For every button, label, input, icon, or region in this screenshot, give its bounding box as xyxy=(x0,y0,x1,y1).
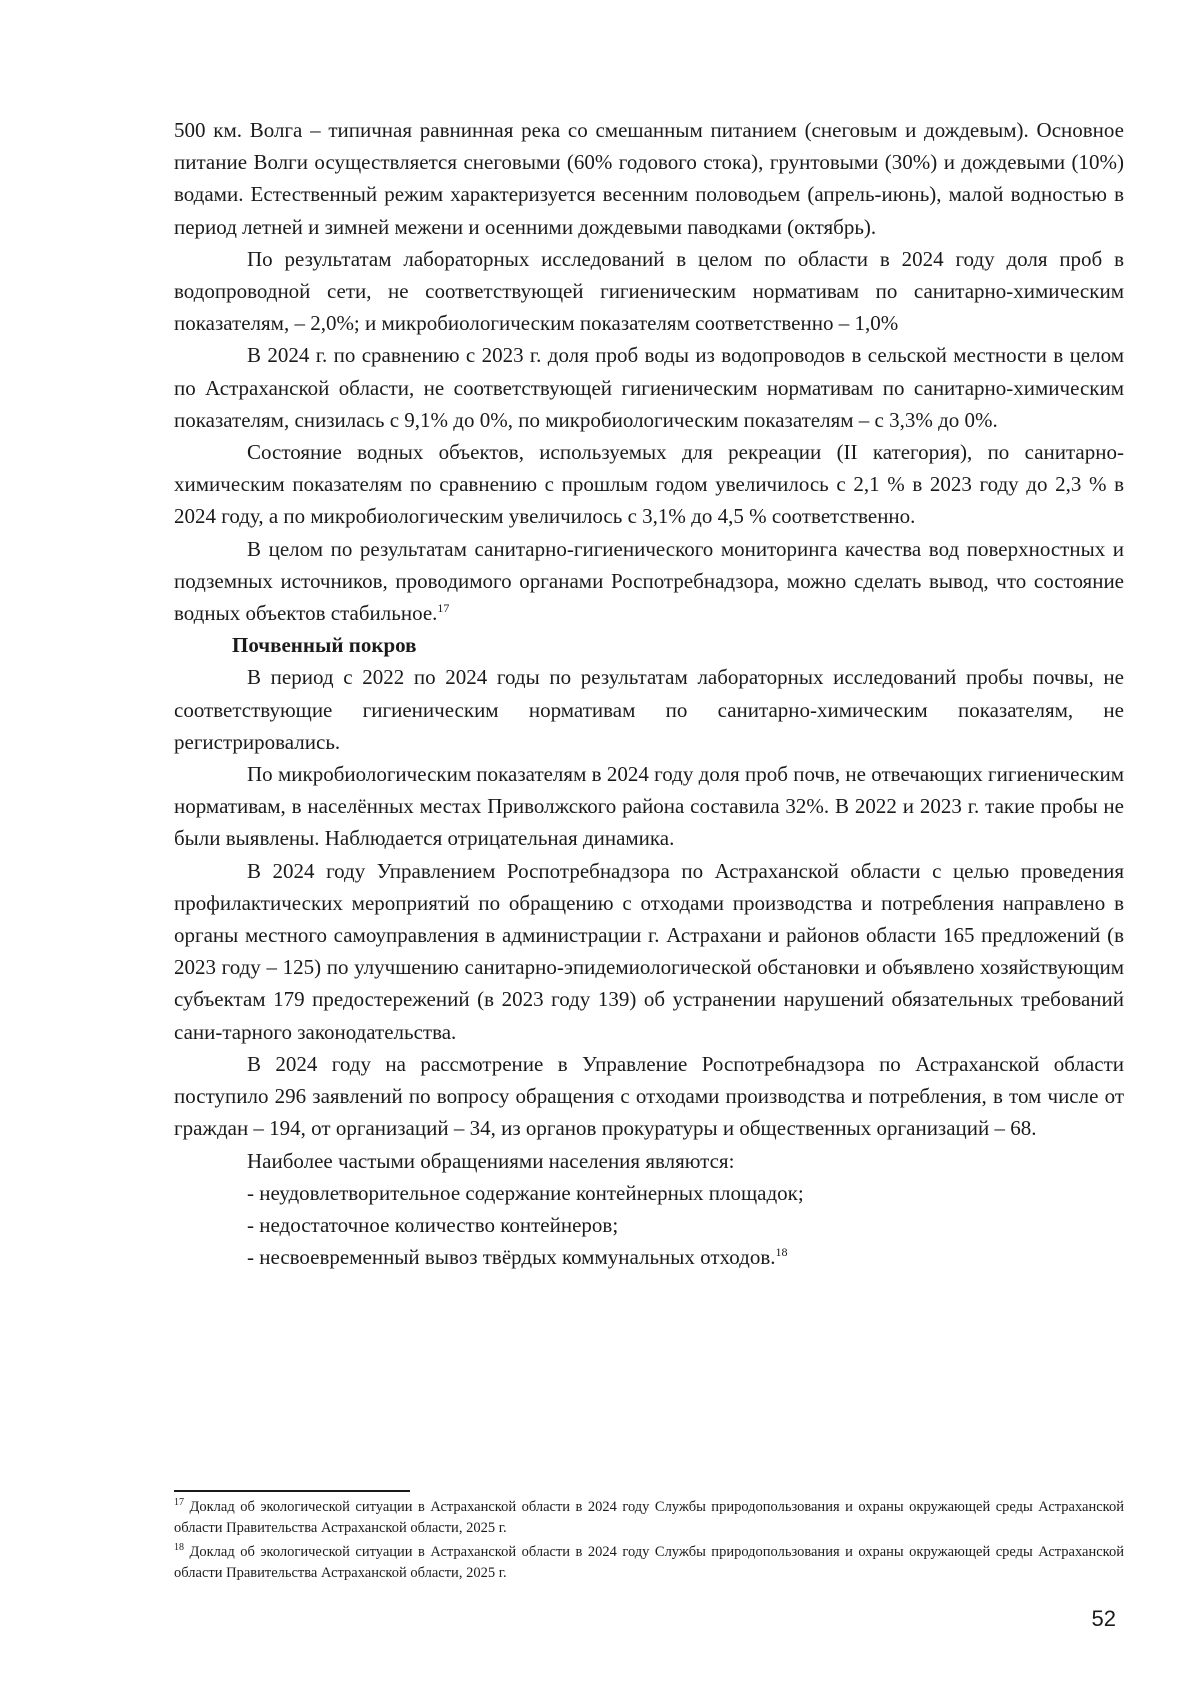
footnote-ref-17[interactable]: 17 xyxy=(437,601,450,616)
footnote-text: Доклад об экологической ситуации в Астраханской области в 2024 году Службы природопользования и охраны окружающей среды Астраханской области Правительства Астраханской области, 2025 г. xyxy=(174,1499,1124,1536)
section-heading-soil: Почвенный покров xyxy=(232,633,417,658)
body-text xyxy=(174,114,1124,1273)
paragraph-waste-prevention: В 2024 году Управлением Роспотребнадзора по Астраханской области с целью проведения профилактических мероприятий по обращению с отходами производства и потребления направлено в органы местного самоуправления в администрации г. Астрахани и районов области 165 предложений (в 2023 году – 125) по улучшению санитарно-эпидемиологической обстановки и объявлено хозяйствующим субъектам 179 предостережений (в 2023 году 139) об устранении нарушений обязательных требований сани-тарного законодательства. xyxy=(174,858,1124,1044)
footnotes xyxy=(174,1497,1124,1587)
footnote-number: 17 xyxy=(174,1497,184,1509)
paragraph-water-network-samples: По результатам лабораторных исследований в целом по области в 2024 году доля проб в водопроводной сети, не соответствующей гигиеническим нормативам по санитарно-химическим показателям, – 2,0%; и микробиологическим показателям соответственно – 1,0% xyxy=(174,246,1124,336)
paragraph-waste-applications: В 2024 году на рассмотрение в Управление Роспотребнадзора по Астраханской области поступило 296 заявлений по вопросу обращения с отходами производства и потребления, в том числе от граждан – 194, от организаций – 34, из органов прокуратуры и общественных организаций – 68. xyxy=(174,1051,1124,1141)
list-item: - недостаточное количество контейнеров; xyxy=(247,1212,619,1237)
footnote-number: 18 xyxy=(174,1542,184,1554)
paragraph-recreation-water-bodies: Состояние водных объектов, используемых для рекреации (II категория), по санитарно-химическим показателям по сравнению с прошлым годом увеличилось с 2,1 % в 2023 году до 2,3 % в 2024 году, а по микробиологическим увеличилось с 3,1% до 4,5 % соответственно. xyxy=(174,440,1124,529)
footnote-divider xyxy=(174,1490,410,1492)
list-item xyxy=(174,1241,1124,1273)
footnote-text: Доклад об экологической ситуации в Астраханской области в 2024 году Службы природопользования и охраны окружающей среды Астраханской области Правительства Астраханской области, 2025 г. xyxy=(174,1544,1124,1581)
paragraph-soil-chemical: В период с 2022 по 2024 годы по результатам лабораторных исследований пробы почвы, не соответствующие гигиеническим нормативам по санитарно-химическим показателям, не регистрировались. xyxy=(174,665,1124,754)
list-item-text: - несвоевременный вывоз твёрдых коммунальных отходов. xyxy=(247,1245,776,1270)
page-number: 52 xyxy=(1091,1606,1116,1631)
paragraph-frequent-appeals: Наиболее частыми обращениями населения являются: xyxy=(247,1148,735,1173)
footnote-18 xyxy=(174,1542,1124,1584)
paragraph-monitoring-conclusion-text: В целом по результатам санитарно-гигиенического мониторинга качества вод поверхностных и подземных источников, проводимого органами Роспотребнадзора, можно сделать вывод, что состояние водных объектов стабильное. xyxy=(174,536,1124,626)
paragraph-volga-feeding: 500 км. Волга – типичная равнинная река со смешанным питанием (снеговым и дождевым). Основное питание Волги осуществляется снеговыми (60% годового стока), грунтовыми (30%) и дождевыми (10%) водами. Естественный режим характеризуется весенним половодьем (апрель-июнь), малой водностью в период летней и зимней межени и осенними дождевыми паводками (октябрь). xyxy=(174,118,1124,239)
footnote-17 xyxy=(174,1497,1124,1539)
list-item: - неудовлетворительное содержание контейнерных площадок; xyxy=(247,1180,804,1205)
paragraph-soil-microbiological: По микробиологическим показателям в 2024 году доля проб почв, не отвечающих гигиеническим нормативам, в населённых местах Приволжского района составила 32%. В 2022 и 2023 г. такие пробы не были выявлены. Наблюдается отрицательная динамика. xyxy=(174,762,1124,851)
paragraph-rural-water-samples: В 2024 г. по сравнению с 2023 г. доля проб воды из водопроводов в сельской местности в целом по Астраханской области, не соответствующей гигиеническим нормативам по санитарно-химическим показателям, снизилась с 9,1% до 0%, по микробиологическим показателям – с 3,3% до 0%. xyxy=(174,343,1124,432)
footnote-ref-18[interactable]: 18 xyxy=(775,1245,788,1260)
paragraph-monitoring-conclusion xyxy=(174,533,1124,630)
